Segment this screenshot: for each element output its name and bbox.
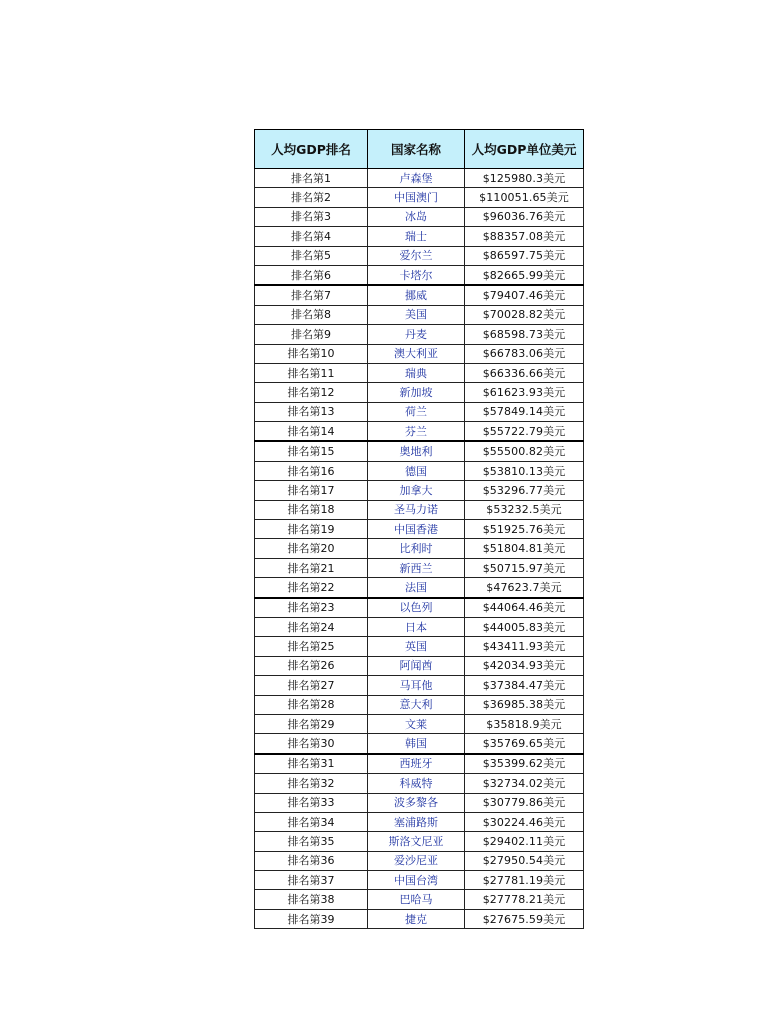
rank-cell[interactable]: 排名第36 xyxy=(255,851,368,870)
gdp-cell[interactable]: $82665.99美元 xyxy=(465,265,584,285)
table-row xyxy=(255,344,584,363)
rank-cell[interactable]: 排名第13 xyxy=(255,402,368,421)
rank-cell[interactable]: 排名第18 xyxy=(255,500,368,519)
gdp-cell[interactable]: $53810.13美元 xyxy=(465,461,584,480)
country-cell[interactable]: 瑞典 xyxy=(368,363,465,382)
country-cell[interactable]: 挪威 xyxy=(368,285,465,305)
table-row xyxy=(255,637,584,656)
header-gdp[interactable]: 人均GDP单位美元 xyxy=(465,130,584,169)
country-cell[interactable]: 巴哈马 xyxy=(368,890,465,909)
rank-cell[interactable]: 排名第21 xyxy=(255,558,368,577)
gdp-cell[interactable]: $32734.02美元 xyxy=(465,774,584,793)
country-cell[interactable]: 新加坡 xyxy=(368,383,465,402)
gdp-cell[interactable]: $27675.59美元 xyxy=(465,909,584,928)
gdp-cell[interactable]: $53232.5美元 xyxy=(465,500,584,519)
table-row xyxy=(255,500,584,519)
gdp-cell[interactable]: $66336.66美元 xyxy=(465,363,584,382)
table-row xyxy=(255,481,584,500)
table-row xyxy=(255,227,584,246)
table-row xyxy=(255,714,584,733)
country-cell[interactable]: 波多黎各 xyxy=(368,793,465,812)
table-row xyxy=(255,832,584,851)
header-country[interactable]: 国家名称 xyxy=(368,130,465,169)
table-header xyxy=(255,130,584,169)
country-cell[interactable]: 日本 xyxy=(368,617,465,636)
rank-cell[interactable]: 排名第2 xyxy=(255,188,368,207)
table-row xyxy=(255,558,584,577)
gdp-cell[interactable]: $44005.83美元 xyxy=(465,617,584,636)
country-cell[interactable]: 中国澳门 xyxy=(368,188,465,207)
country-cell[interactable]: 芬兰 xyxy=(368,422,465,442)
gdp-cell[interactable]: $66783.06美元 xyxy=(465,344,584,363)
gdp-cell[interactable]: $30224.46美元 xyxy=(465,812,584,831)
country-cell[interactable]: 西班牙 xyxy=(368,754,465,774)
table-row xyxy=(255,676,584,695)
country-cell[interactable]: 荷兰 xyxy=(368,402,465,421)
rank-cell[interactable]: 排名第8 xyxy=(255,305,368,324)
gdp-cell[interactable]: $57849.14美元 xyxy=(465,402,584,421)
rank-cell[interactable]: 排名第29 xyxy=(255,714,368,733)
country-cell[interactable]: 新西兰 xyxy=(368,558,465,577)
country-cell[interactable]: 圣马力诺 xyxy=(368,500,465,519)
gdp-cell[interactable]: $51804.81美元 xyxy=(465,539,584,558)
rank-cell[interactable]: 排名第4 xyxy=(255,227,368,246)
country-cell[interactable]: 以色列 xyxy=(368,598,465,618)
gdp-cell[interactable]: $68598.73美元 xyxy=(465,325,584,344)
rank-cell[interactable]: 排名第17 xyxy=(255,481,368,500)
country-cell[interactable]: 爱尔兰 xyxy=(368,246,465,265)
gdp-cell[interactable]: $27781.19美元 xyxy=(465,871,584,890)
country-cell[interactable]: 卡塔尔 xyxy=(368,265,465,285)
table-row xyxy=(255,851,584,870)
gdp-cell[interactable]: $43411.93美元 xyxy=(465,637,584,656)
gdp-cell[interactable]: $53296.77美元 xyxy=(465,481,584,500)
table-row xyxy=(255,793,584,812)
gdp-cell[interactable]: $37384.47美元 xyxy=(465,676,584,695)
rank-cell[interactable]: 排名第16 xyxy=(255,461,368,480)
country-cell[interactable]: 中国香港 xyxy=(368,520,465,539)
gdp-cell[interactable]: $96036.76美元 xyxy=(465,207,584,226)
gdp-cell[interactable]: $61623.93美元 xyxy=(465,383,584,402)
country-cell[interactable]: 美国 xyxy=(368,305,465,324)
country-cell[interactable]: 卢森堡 xyxy=(368,169,465,188)
table-row xyxy=(255,441,584,461)
gdp-cell[interactable]: $27950.54美元 xyxy=(465,851,584,870)
header-row xyxy=(255,130,584,169)
table-row xyxy=(255,520,584,539)
rank-cell[interactable]: 排名第15 xyxy=(255,441,368,461)
table-row xyxy=(255,169,584,188)
gdp-cell[interactable]: $36985.38美元 xyxy=(465,695,584,714)
rank-cell[interactable]: 排名第3 xyxy=(255,207,368,226)
table-row xyxy=(255,188,584,207)
rank-cell[interactable]: 排名第12 xyxy=(255,383,368,402)
gdp-cell[interactable]: $30779.86美元 xyxy=(465,793,584,812)
rank-cell[interactable]: 排名第32 xyxy=(255,774,368,793)
rank-cell[interactable]: 排名第39 xyxy=(255,909,368,928)
country-cell[interactable]: 科威特 xyxy=(368,774,465,793)
table-body xyxy=(255,169,584,929)
country-cell[interactable]: 阿闻酋 xyxy=(368,656,465,675)
table-row xyxy=(255,325,584,344)
gdp-cell[interactable]: $88357.08美元 xyxy=(465,227,584,246)
rank-cell[interactable]: 排名第20 xyxy=(255,539,368,558)
gdp-cell[interactable]: $42034.93美元 xyxy=(465,656,584,675)
table-row xyxy=(255,812,584,831)
rank-cell[interactable]: 排名第6 xyxy=(255,265,368,285)
rank-cell[interactable]: 排名第30 xyxy=(255,734,368,754)
table-row xyxy=(255,890,584,909)
country-cell[interactable]: 澳大利亚 xyxy=(368,344,465,363)
table-row xyxy=(255,383,584,402)
table-row xyxy=(255,598,584,618)
rank-cell[interactable]: 排名第34 xyxy=(255,812,368,831)
gdp-cell[interactable]: $35399.62美元 xyxy=(465,754,584,774)
country-cell[interactable]: 韩国 xyxy=(368,734,465,754)
rank-cell[interactable]: 排名第25 xyxy=(255,637,368,656)
rank-cell[interactable]: 排名第9 xyxy=(255,325,368,344)
table-row xyxy=(255,578,584,598)
country-cell[interactable]: 斯洛文尼亚 xyxy=(368,832,465,851)
country-cell[interactable]: 意大利 xyxy=(368,695,465,714)
table-row xyxy=(255,207,584,226)
country-cell[interactable]: 比利时 xyxy=(368,539,465,558)
country-cell[interactable]: 丹麦 xyxy=(368,325,465,344)
rank-cell[interactable]: 排名第10 xyxy=(255,344,368,363)
table-row xyxy=(255,461,584,480)
table-row xyxy=(255,305,584,324)
gdp-cell[interactable]: $47623.7美元 xyxy=(465,578,584,598)
rank-cell[interactable]: 排名第31 xyxy=(255,754,368,774)
table-row xyxy=(255,539,584,558)
spreadsheet-area xyxy=(254,129,584,929)
country-cell[interactable]: 加拿大 xyxy=(368,481,465,500)
rank-cell[interactable]: 排名第7 xyxy=(255,285,368,305)
rank-cell[interactable]: 排名第27 xyxy=(255,676,368,695)
country-cell[interactable]: 捷克 xyxy=(368,909,465,928)
table-row xyxy=(255,695,584,714)
header-rank[interactable]: 人均GDP排名 xyxy=(255,130,368,169)
table-row xyxy=(255,285,584,305)
gdp-cell[interactable]: $29402.11美元 xyxy=(465,832,584,851)
table-row xyxy=(255,402,584,421)
rank-cell[interactable]: 排名第37 xyxy=(255,871,368,890)
rank-cell[interactable]: 排名第19 xyxy=(255,520,368,539)
gdp-cell[interactable]: $55500.82美元 xyxy=(465,441,584,461)
gdp-cell[interactable]: $44064.46美元 xyxy=(465,598,584,618)
table-row xyxy=(255,909,584,928)
gdp-cell[interactable]: $70028.82美元 xyxy=(465,305,584,324)
rank-cell[interactable]: 排名第11 xyxy=(255,363,368,382)
rank-cell[interactable]: 排名第38 xyxy=(255,890,368,909)
table-row xyxy=(255,871,584,890)
gdp-cell[interactable]: $27778.21美元 xyxy=(465,890,584,909)
country-cell[interactable]: 奥地利 xyxy=(368,441,465,461)
country-cell[interactable]: 爱沙尼亚 xyxy=(368,851,465,870)
country-cell[interactable]: 英国 xyxy=(368,637,465,656)
rank-cell[interactable]: 排名第23 xyxy=(255,598,368,618)
table-row xyxy=(255,774,584,793)
rank-cell[interactable]: 排名第35 xyxy=(255,832,368,851)
country-cell[interactable]: 冰岛 xyxy=(368,207,465,226)
gdp-cell[interactable]: $79407.46美元 xyxy=(465,285,584,305)
rank-cell[interactable]: 排名第1 xyxy=(255,169,368,188)
table-row xyxy=(255,734,584,754)
gdp-cell[interactable]: $110051.65美元 xyxy=(465,188,584,207)
table-row xyxy=(255,422,584,442)
country-cell[interactable]: 法国 xyxy=(368,578,465,598)
gdp-cell[interactable]: $51925.76美元 xyxy=(465,520,584,539)
rank-cell[interactable]: 排名第28 xyxy=(255,695,368,714)
country-cell[interactable]: 塞浦路斯 xyxy=(368,812,465,831)
table-row xyxy=(255,754,584,774)
table-row xyxy=(255,265,584,285)
table-row xyxy=(255,246,584,265)
country-cell[interactable]: 文莱 xyxy=(368,714,465,733)
country-cell[interactable]: 瑞士 xyxy=(368,227,465,246)
country-cell[interactable]: 马耳他 xyxy=(368,676,465,695)
rank-cell[interactable]: 排名第22 xyxy=(255,578,368,598)
gdp-cell[interactable]: $35818.9美元 xyxy=(465,714,584,733)
gdp-cell[interactable]: $86597.75美元 xyxy=(465,246,584,265)
rank-cell[interactable]: 排名第14 xyxy=(255,422,368,442)
rank-cell[interactable]: 排名第5 xyxy=(255,246,368,265)
gdp-cell[interactable]: $50715.97美元 xyxy=(465,558,584,577)
rank-cell[interactable]: 排名第33 xyxy=(255,793,368,812)
rank-cell[interactable]: 排名第24 xyxy=(255,617,368,636)
country-cell[interactable]: 中国台湾 xyxy=(368,871,465,890)
gdp-cell[interactable]: $35769.65美元 xyxy=(465,734,584,754)
rank-cell[interactable]: 排名第26 xyxy=(255,656,368,675)
table-row xyxy=(255,363,584,382)
gdp-ranking-table xyxy=(254,129,584,929)
country-cell[interactable]: 德国 xyxy=(368,461,465,480)
table-row xyxy=(255,617,584,636)
table-row xyxy=(255,656,584,675)
gdp-cell[interactable]: $125980.3美元 xyxy=(465,169,584,188)
gdp-cell[interactable]: $55722.79美元 xyxy=(465,422,584,442)
